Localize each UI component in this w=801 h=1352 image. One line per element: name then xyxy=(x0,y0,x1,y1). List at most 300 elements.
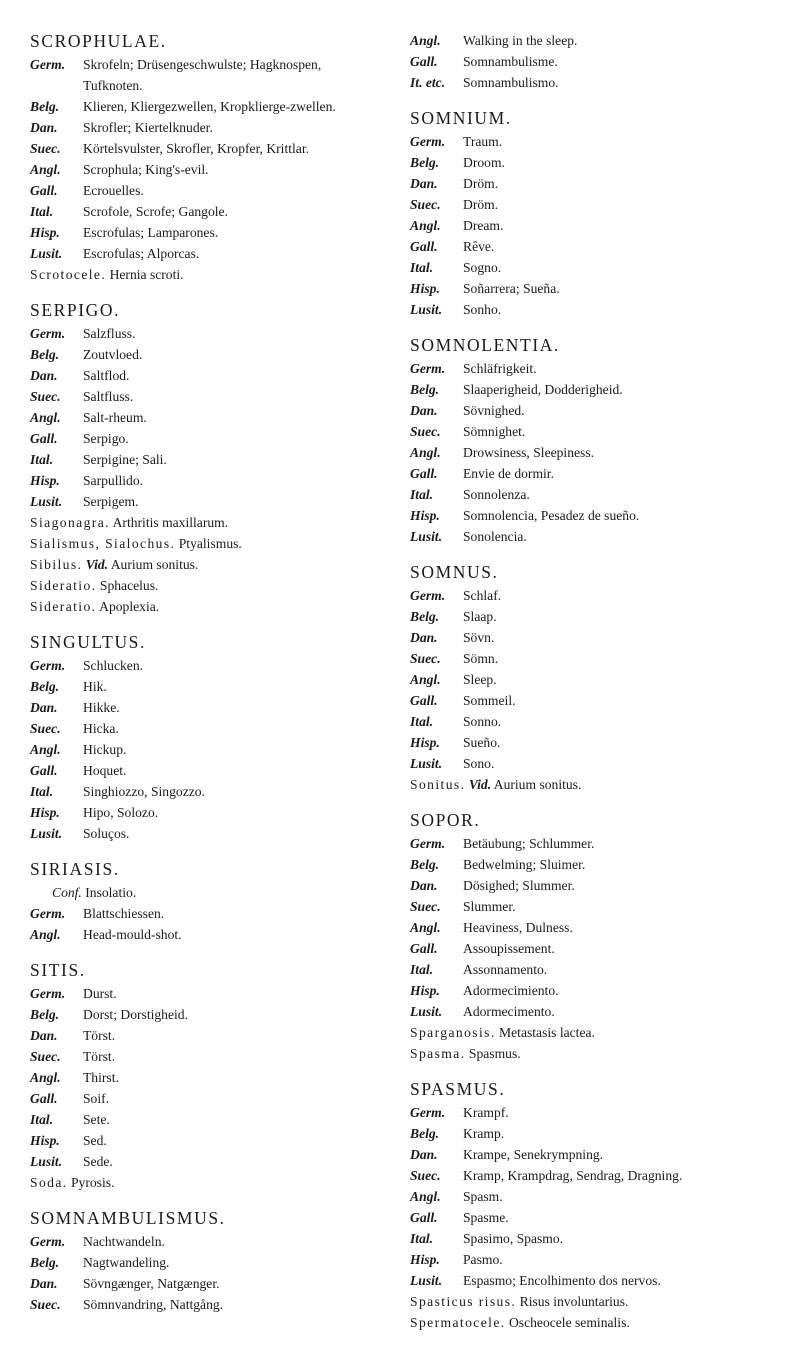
term: Scrophula; King's-evil. xyxy=(83,162,209,177)
entry-rows xyxy=(30,903,382,945)
term: Dösighed; Slummer. xyxy=(463,878,575,893)
language-row xyxy=(30,407,382,428)
language-row xyxy=(410,51,790,72)
language-abbrev: Hisp. xyxy=(30,1133,60,1148)
language-row xyxy=(410,1228,790,1249)
language-abbrev: Suec. xyxy=(30,1297,61,1312)
language-abbrev: Dan. xyxy=(30,120,58,135)
term: Serpigo. xyxy=(83,431,129,446)
language-abbrev: Belg. xyxy=(410,609,440,624)
vid-label: Vid. xyxy=(85,557,109,572)
term: Sövngænger, Natgænger. xyxy=(83,1276,220,1291)
entry-singultus xyxy=(30,631,382,844)
term: Klieren, Kliergezwellen, Kropklierge-zwellen. xyxy=(83,99,336,114)
language-abbrev: Ital. xyxy=(410,962,434,977)
language-row xyxy=(30,655,382,676)
language-row xyxy=(410,194,790,215)
language-abbrev: Angl. xyxy=(410,920,441,935)
language-abbrev: Hisp. xyxy=(410,508,440,523)
language-row xyxy=(410,1270,790,1291)
entry-scrophulae xyxy=(30,30,382,285)
language-row xyxy=(30,1294,382,1315)
term: Sleep. xyxy=(463,672,497,687)
language-abbrev: Angl. xyxy=(410,672,441,687)
language-row xyxy=(30,676,382,697)
term: Serpigem. xyxy=(83,494,139,509)
language-abbrev: Dan. xyxy=(410,176,438,191)
entry-heading: SOMNUS. xyxy=(410,562,499,582)
term: Saltfluss. xyxy=(83,389,134,404)
language-abbrev: Gall. xyxy=(410,941,438,956)
language-abbrev: Ital. xyxy=(410,487,434,502)
language-abbrev: Angl. xyxy=(30,742,61,757)
term: Krampf. xyxy=(463,1105,509,1120)
language-abbrev: Suec. xyxy=(30,141,61,156)
term: Schlucken. xyxy=(83,658,144,673)
language-abbrev: Germ. xyxy=(410,588,446,603)
left-column xyxy=(30,30,382,1329)
language-abbrev: Lusit. xyxy=(410,1004,443,1019)
term: Scrofole, Scrofe; Gangole. xyxy=(83,204,228,219)
language-abbrev: Hisp. xyxy=(410,1252,440,1267)
entry-heading: SERPIGO. xyxy=(30,300,121,320)
headword: Sparganosis. xyxy=(410,1025,496,1040)
entry-rows xyxy=(30,54,382,264)
term: Sömnighet. xyxy=(463,424,526,439)
language-row xyxy=(30,1046,382,1067)
language-abbrev: Hisp. xyxy=(410,983,440,998)
conf-label: Conf. xyxy=(52,885,82,900)
language-abbrev: Germ. xyxy=(410,836,446,851)
language-row xyxy=(30,428,382,449)
term: Schläfrigkeit. xyxy=(463,361,537,376)
language-abbrev: Germ. xyxy=(410,1105,446,1120)
term: Sömnvandring, Nattgång. xyxy=(83,1297,224,1312)
reference-text: Hernia scroti. xyxy=(106,267,184,282)
entry-heading: SCROPHULAE. xyxy=(30,31,167,51)
term: Rêve. xyxy=(463,239,495,254)
entry-heading: SOPOR. xyxy=(410,810,481,830)
language-row xyxy=(410,648,790,669)
conf-reference xyxy=(30,882,382,903)
language-abbrev: Suec. xyxy=(30,721,61,736)
term: Soluços. xyxy=(83,826,130,841)
language-row xyxy=(30,243,382,264)
language-row xyxy=(30,491,382,512)
language-abbrev: Ital. xyxy=(30,204,54,219)
term: Thirst. xyxy=(83,1070,119,1085)
language-row xyxy=(410,854,790,875)
term: Schlaf. xyxy=(463,588,502,603)
entry-somnus xyxy=(410,561,790,795)
language-abbrev: Belg. xyxy=(410,382,440,397)
language-abbrev: Gall. xyxy=(30,1091,58,1106)
entry-somnambulismus xyxy=(30,1207,382,1315)
language-row xyxy=(410,400,790,421)
language-row xyxy=(30,1231,382,1252)
term: Dorst; Dorstigheid. xyxy=(83,1007,188,1022)
term: Singhiozzo, Singozzo. xyxy=(83,784,205,799)
language-abbrev: Ital. xyxy=(410,714,434,729)
headword: Spasma. xyxy=(410,1046,466,1061)
entry-heading: SOMNAMBULISMUS. xyxy=(30,1208,226,1228)
language-abbrev: Hisp. xyxy=(30,473,60,488)
language-abbrev: Gall. xyxy=(410,466,438,481)
reference-text: Metastasis lactea. xyxy=(495,1025,595,1040)
entry-rows xyxy=(410,585,790,774)
reference-text: Spasmus. xyxy=(465,1046,521,1061)
term: Sövnighed. xyxy=(463,403,525,418)
entry-rows xyxy=(410,30,790,93)
term: Soñarrera; Sueña. xyxy=(463,281,560,296)
term: Assonnamento. xyxy=(463,962,548,977)
language-abbrev: Germ. xyxy=(30,1234,66,1249)
term: Slummer. xyxy=(463,899,516,914)
language-abbrev: Lusit. xyxy=(30,246,63,261)
term: Salzfluss. xyxy=(83,326,136,341)
language-row xyxy=(30,1067,382,1088)
headword: Soda. xyxy=(30,1175,68,1190)
language-abbrev: Dan. xyxy=(410,403,438,418)
language-row xyxy=(30,365,382,386)
language-row xyxy=(410,980,790,1001)
term: Dream. xyxy=(463,218,504,233)
term: Sarpullido. xyxy=(83,473,144,488)
term: Salt-rheum. xyxy=(83,410,147,425)
language-abbrev: Suec. xyxy=(410,899,441,914)
language-row xyxy=(30,1151,382,1172)
language-row xyxy=(30,781,382,802)
language-row xyxy=(410,1001,790,1022)
entry-sopor xyxy=(410,809,790,1064)
cross-reference xyxy=(410,1022,790,1043)
language-row xyxy=(30,983,382,1004)
term: Kramp, Krampdrag, Sendrag, Dragning. xyxy=(463,1168,683,1183)
language-row xyxy=(30,903,382,924)
language-abbrev: Germ. xyxy=(30,906,66,921)
language-abbrev: Angl. xyxy=(30,162,61,177)
language-abbrev: Lusit. xyxy=(410,756,443,771)
term: Somnolencia, Pesadez de sueño. xyxy=(463,508,640,523)
language-row xyxy=(410,1186,790,1207)
cross-references xyxy=(30,512,382,617)
entry-heading: SPASMUS. xyxy=(410,1079,506,1099)
language-abbrev: Germ. xyxy=(30,57,66,72)
entry-heading: SITIS. xyxy=(30,960,86,980)
term: Traum. xyxy=(463,134,503,149)
headword: Sibilus. xyxy=(30,557,83,572)
language-abbrev: Dan. xyxy=(30,1028,58,1043)
term: Saltflod. xyxy=(83,368,130,383)
language-abbrev: Germ. xyxy=(410,361,446,376)
cross-reference xyxy=(410,1043,790,1064)
cross-references xyxy=(410,1291,790,1333)
term: Sövn. xyxy=(463,630,495,645)
language-row xyxy=(410,379,790,400)
term: Kramp. xyxy=(463,1126,505,1141)
language-row xyxy=(30,96,382,117)
term: Pasmo. xyxy=(463,1252,503,1267)
language-abbrev: Gall. xyxy=(30,431,58,446)
entry-serpigo xyxy=(30,299,382,617)
cross-reference xyxy=(410,774,790,795)
language-abbrev: Angl. xyxy=(410,218,441,233)
language-row xyxy=(410,442,790,463)
cross-reference xyxy=(30,554,382,575)
language-abbrev: Belg. xyxy=(30,99,60,114)
language-abbrev: Dan. xyxy=(410,630,438,645)
language-row xyxy=(30,222,382,243)
conf-text: Insolatio. xyxy=(81,885,137,900)
language-abbrev: Angl. xyxy=(30,410,61,425)
term: Spasme. xyxy=(463,1210,509,1225)
language-row xyxy=(30,386,382,407)
term: Drowsiness, Sleepiness. xyxy=(463,445,595,460)
language-abbrev: Suec. xyxy=(410,197,441,212)
term: Sueño. xyxy=(463,735,501,750)
language-row xyxy=(410,627,790,648)
language-row xyxy=(410,1249,790,1270)
headword: Siagonagra. xyxy=(30,515,110,530)
entry-heading: SINGULTUS. xyxy=(30,632,146,652)
term: Törst. xyxy=(83,1049,116,1064)
term: Heaviness, Dulness. xyxy=(463,920,573,935)
term: Adormecimento. xyxy=(463,1004,555,1019)
term: Nachtwandeln. xyxy=(83,1234,165,1249)
language-abbrev: Germ. xyxy=(410,134,446,149)
term: Hik. xyxy=(83,679,107,694)
language-row xyxy=(410,690,790,711)
language-row xyxy=(410,938,790,959)
entry-somnium xyxy=(410,107,790,320)
term: Sonho. xyxy=(463,302,502,317)
entry-heading: SOMNIUM. xyxy=(410,108,512,128)
term: Blattschiessen. xyxy=(83,906,165,921)
language-abbrev: Dan. xyxy=(30,700,58,715)
cross-reference xyxy=(30,264,382,285)
entry-rows xyxy=(30,655,382,844)
term: Nagtwandeling. xyxy=(83,1255,170,1270)
cross-reference xyxy=(30,596,382,617)
term: Sonolencia. xyxy=(463,529,527,544)
term: Dröm. xyxy=(463,176,499,191)
language-row xyxy=(410,1207,790,1228)
entry-rows xyxy=(410,833,790,1022)
term: Körtelsvulster, Skrofler, Kropfer, Krittlar. xyxy=(83,141,310,156)
language-abbrev: Belg. xyxy=(410,155,440,170)
language-row xyxy=(30,1004,382,1025)
term: Zoutvloed. xyxy=(83,347,143,362)
language-abbrev: Belg. xyxy=(410,857,440,872)
cross-reference xyxy=(30,533,382,554)
language-row xyxy=(410,1123,790,1144)
term: Spasm. xyxy=(463,1189,503,1204)
language-row xyxy=(30,802,382,823)
language-abbrev: Belg. xyxy=(410,1126,440,1141)
language-row xyxy=(30,323,382,344)
language-row xyxy=(410,257,790,278)
language-abbrev: Ital. xyxy=(410,1231,434,1246)
language-abbrev: Suec. xyxy=(410,1168,441,1183)
term: Bedwelming; Sluimer. xyxy=(463,857,586,872)
language-abbrev: Hisp. xyxy=(410,281,440,296)
term: Hickup. xyxy=(83,742,127,757)
term: Envie de dormir. xyxy=(463,466,554,481)
language-row xyxy=(410,299,790,320)
term: Spasimo, Spasmo. xyxy=(463,1231,564,1246)
entry-rows xyxy=(30,1231,382,1315)
entry-heading: SOMNOLENTIA. xyxy=(410,335,560,355)
term: Espasmo; Encolhimento dos nervos. xyxy=(463,1273,661,1288)
language-row xyxy=(410,236,790,257)
language-abbrev: Gall. xyxy=(30,183,58,198)
language-abbrev: Gall. xyxy=(410,693,438,708)
language-abbrev: Belg. xyxy=(30,1007,60,1022)
cross-reference xyxy=(30,512,382,533)
term: Sommeil. xyxy=(463,693,516,708)
language-row xyxy=(410,711,790,732)
language-abbrev: Hisp. xyxy=(30,225,60,240)
term: Skrofeln; Drüsengeschwulste; Hagknospen, Tufknoten. xyxy=(83,57,322,93)
term: Escrofulas; Lamparones. xyxy=(83,225,219,240)
language-row xyxy=(30,159,382,180)
term: Droom. xyxy=(463,155,505,170)
cross-reference xyxy=(30,575,382,596)
language-row xyxy=(30,1252,382,1273)
cross-reference xyxy=(410,1291,790,1312)
term: Sömn. xyxy=(463,651,499,666)
language-row xyxy=(30,344,382,365)
reference-text: Aurium sonitus. xyxy=(108,557,199,572)
term: Betäubung; Schlummer. xyxy=(463,836,595,851)
language-abbrev: Ital. xyxy=(410,260,434,275)
term: Sogno. xyxy=(463,260,502,275)
language-row xyxy=(30,1088,382,1109)
language-row xyxy=(410,959,790,980)
entry-heading: SIRIASIS. xyxy=(30,859,120,879)
term: Ecrouelles. xyxy=(83,183,144,198)
term: Sono. xyxy=(463,756,495,771)
headword: Spasticus risus. xyxy=(410,1294,517,1309)
headword: Sideratio. xyxy=(30,599,97,614)
term: Somnambulismo. xyxy=(463,75,559,90)
reference-text: Risus involuntarius. xyxy=(516,1294,629,1309)
language-abbrev: Angl. xyxy=(30,1070,61,1085)
language-row xyxy=(30,924,382,945)
language-abbrev: Hisp. xyxy=(410,735,440,750)
headword: Sialismus, Sialochus. xyxy=(30,536,176,551)
language-abbrev: Dan. xyxy=(30,1276,58,1291)
term: Sonno. xyxy=(463,714,502,729)
language-abbrev: Lusit. xyxy=(30,1154,63,1169)
entry-siriasis xyxy=(30,858,382,945)
language-row xyxy=(30,1130,382,1151)
entry-rows xyxy=(30,983,382,1172)
reference-text: Oscheocele seminalis. xyxy=(505,1315,630,1330)
entry-rows xyxy=(410,131,790,320)
reference-text: Aurium sonitus. xyxy=(491,777,582,792)
language-abbrev: Suec. xyxy=(30,389,61,404)
language-row xyxy=(410,278,790,299)
entry-sitis xyxy=(30,959,382,1193)
term: Soif. xyxy=(83,1091,110,1106)
headword: Sonitus. xyxy=(410,777,466,792)
language-row xyxy=(30,117,382,138)
language-row xyxy=(410,131,790,152)
language-abbrev: Lusit. xyxy=(410,529,443,544)
language-row xyxy=(410,505,790,526)
term: Hicka. xyxy=(83,721,119,736)
language-row xyxy=(30,1109,382,1130)
term: Durst. xyxy=(83,986,117,1001)
term: Walking in the sleep. xyxy=(463,33,578,48)
language-abbrev: Gall. xyxy=(30,763,58,778)
language-abbrev: Germ. xyxy=(30,986,66,1001)
term: Skrofler; Kiertelknuder. xyxy=(83,120,213,135)
term: Serpigine; Sali. xyxy=(83,452,167,467)
language-row xyxy=(410,30,790,51)
term: Head-mould-shot. xyxy=(83,927,182,942)
language-row xyxy=(30,823,382,844)
language-abbrev: Lusit. xyxy=(30,826,63,841)
language-row xyxy=(30,470,382,491)
term: Adormecimiento. xyxy=(463,983,559,998)
cross-reference xyxy=(30,1172,382,1193)
term: Somnambulisme. xyxy=(463,54,558,69)
language-abbrev: Ital. xyxy=(30,452,54,467)
entry-somnambulismus-continued xyxy=(410,30,790,93)
language-row xyxy=(410,1102,790,1123)
term: Törst. xyxy=(83,1028,116,1043)
reference-text: Pyrosis. xyxy=(67,1175,115,1190)
term: Hipo, Solozo. xyxy=(83,805,159,820)
language-row xyxy=(30,739,382,760)
language-abbrev: Angl. xyxy=(410,33,441,48)
term: Sede. xyxy=(83,1154,113,1169)
language-row xyxy=(30,180,382,201)
entry-rows xyxy=(410,358,790,547)
language-abbrev: Suec. xyxy=(30,1049,61,1064)
language-abbrev: Gall. xyxy=(410,239,438,254)
language-row xyxy=(410,917,790,938)
term: Slaaperigheid, Dodderigheid. xyxy=(463,382,623,397)
language-row xyxy=(410,732,790,753)
language-row xyxy=(30,449,382,470)
language-row xyxy=(30,718,382,739)
language-row xyxy=(410,833,790,854)
language-row xyxy=(30,138,382,159)
language-row xyxy=(410,896,790,917)
vid-label: Vid. xyxy=(468,777,492,792)
language-abbrev: Angl. xyxy=(30,927,61,942)
language-row xyxy=(410,1165,790,1186)
entry-rows xyxy=(410,1102,790,1291)
reference-text: Arthritis maxillarum. xyxy=(109,515,229,530)
language-abbrev: Belg. xyxy=(30,1255,60,1270)
entry-somnolentia xyxy=(410,334,790,547)
language-row xyxy=(410,606,790,627)
language-row xyxy=(410,358,790,379)
language-row xyxy=(410,484,790,505)
language-row xyxy=(30,1025,382,1046)
headword: Spermatocele. xyxy=(410,1315,506,1330)
language-abbrev: Lusit. xyxy=(410,1273,443,1288)
entry-spasmus xyxy=(410,1078,790,1333)
term: Sed. xyxy=(83,1133,107,1148)
language-row xyxy=(30,201,382,222)
headword: Sideratio. xyxy=(30,578,97,593)
language-abbrev: Dan. xyxy=(410,1147,438,1162)
